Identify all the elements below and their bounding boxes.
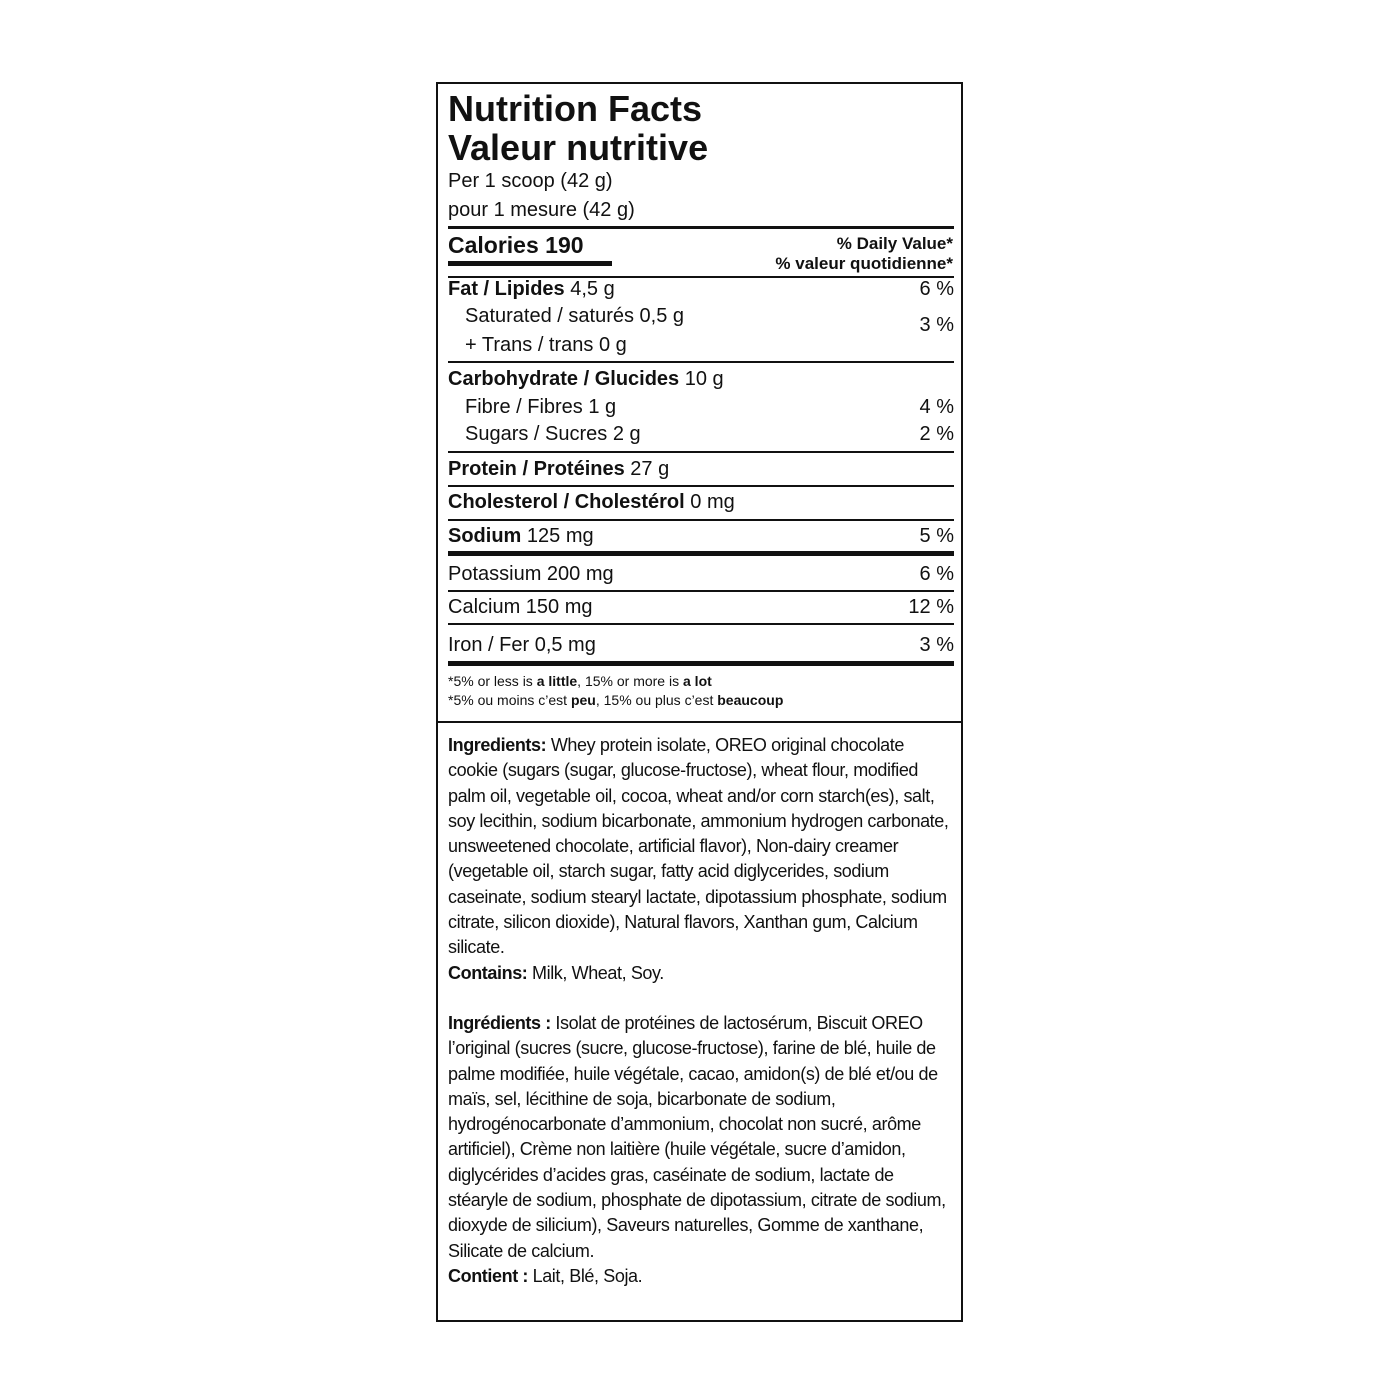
calories: Calories 190 xyxy=(448,232,584,258)
sodium-row xyxy=(448,524,954,548)
title-french: Valeur nutritive xyxy=(448,127,709,168)
potassium-text: Potassium 200 mg xyxy=(448,563,614,585)
serving-rule xyxy=(448,226,954,229)
ingredients-english-text: Whey protein isolate, OREO original chocolate cookie (sugars (sugar, glucose-fructose), wheat flour, modified palm oil, vegetable oil, cocoa, wheat and/or corn starch(es), salt, soy lecithin, sodium bicarbonate, ammonium hydrogen carbonate, unsweetened chocolate, artificial flavor), Non-dairy creamer (vegetable oil, starch sugar, fatty acid diglycerides, sodium caseinate, sodium stearyl lactate, dipotassium phosphate, sodium citrate, silicon dioxide), Natural flavors, Xanthan gum, Calcium silicate. xyxy=(448,735,949,958)
sugars-daily-value: 2 % xyxy=(919,423,954,445)
contains-french-label: Contient : xyxy=(448,1265,528,1286)
contains-french-text: Lait, Blé, Soja. xyxy=(527,1265,643,1286)
footnote-french xyxy=(448,691,783,710)
daily-value-header-french: % valeur quotidienne* xyxy=(775,254,953,273)
trans-row xyxy=(465,333,954,357)
saturated-row xyxy=(465,304,954,328)
footnote-french-peu: peu xyxy=(570,692,596,708)
ingredients-french-label: Ingrédients : xyxy=(448,1013,551,1033)
footnote-french-beaucoup: beaucoup xyxy=(717,692,784,708)
cholesterol-amount: 0 mg xyxy=(690,491,735,513)
fat-daily-value: 6 % xyxy=(919,278,954,300)
footnote-english-text-2: , 15% or more is xyxy=(577,673,683,689)
protein-amount: 27 g xyxy=(630,458,670,480)
iron-thick-rule xyxy=(448,661,954,666)
contains-english-text: Milk, Wheat, Soy. xyxy=(527,962,664,983)
cholesterol-name: Cholesterol / Cholestérol xyxy=(448,491,685,513)
cholesterol-rule xyxy=(448,519,954,521)
footnote-english xyxy=(448,672,712,691)
carbohydrate-rule xyxy=(448,451,954,453)
section-divider xyxy=(438,721,961,723)
fibre-daily-value: 4 % xyxy=(919,396,954,418)
fat-row xyxy=(448,277,954,301)
daily-value-header-english: % Daily Value* xyxy=(836,234,953,253)
protein-row xyxy=(448,457,954,481)
contains-english-label: Contains: xyxy=(448,962,528,983)
fat-amount: 4,5 g xyxy=(570,278,615,300)
footnote-french-text-1: *5% ou moins c’est xyxy=(448,692,571,708)
iron-text: Iron / Fer 0,5 mg xyxy=(448,634,596,656)
cholesterol-row xyxy=(448,490,954,514)
trans-text: + Trans / trans 0 g xyxy=(465,334,627,356)
saturated-trans-daily-value: 3 % xyxy=(919,314,954,336)
protein-name: Protein / Protéines xyxy=(448,458,625,480)
nutrition-label xyxy=(436,82,963,1322)
ingredients-french-text: Isolat de protéines de lactosérum, Biscuit OREO l’original (sucres (sucre, glucose-fructose), farine de blé, huile de palme modifiée, huile végétale, cacao, amidon(s) de blé et/ou de maïs, sel, lécithine de soja, bicarbonate de sodium, hydrogénocarbonate d’ammonium, chocolat non sucré, arôme artificiel), Crème non laitière (huile végétale, sucre d’amidon, diglycérides d’acides gras, caséinate de sodium, lactate de stéaryle de sodium, phosphate de dipotassium, citrate de sodium, dioxyde de silicium), Saveurs naturelles, Gomme de xanthane, Silicate de calcium. xyxy=(448,1013,946,1261)
sodium-amount: 125 mg xyxy=(526,525,594,547)
sugars-row xyxy=(465,422,954,446)
potassium-rule xyxy=(448,590,954,592)
ingredients-french xyxy=(448,1011,958,1289)
protein-rule xyxy=(448,485,954,487)
sodium-name: Sodium xyxy=(448,525,522,547)
fat-rule xyxy=(448,361,954,363)
fat-name: Fat / Lipides xyxy=(448,278,565,300)
carbohydrate-name: Carbohydrate / Glucides xyxy=(448,368,680,390)
fibre-row xyxy=(465,395,954,419)
calories-underline xyxy=(448,261,612,266)
footnote-english-text-1: *5% or less is xyxy=(448,673,537,689)
carbohydrate-amount: 10 g xyxy=(684,368,724,390)
sodium-daily-value: 5 % xyxy=(919,525,954,547)
carbohydrate-row xyxy=(448,367,954,391)
potassium-row xyxy=(448,562,954,586)
ingredients-english-label: Ingredients: xyxy=(448,735,547,755)
calcium-daily-value: 12 % xyxy=(908,596,954,618)
fibre-text: Fibre / Fibres 1 g xyxy=(465,396,617,418)
title-english: Nutrition Facts xyxy=(448,88,703,129)
footnote-english-little: a little xyxy=(536,673,578,689)
calcium-row xyxy=(448,595,954,619)
iron-row xyxy=(448,633,954,657)
iron-daily-value: 3 % xyxy=(919,634,954,656)
sugars-text: Sugars / Sucres 2 g xyxy=(465,423,641,445)
ingredients-english xyxy=(448,733,958,986)
saturated-text: Saturated / saturés 0,5 g xyxy=(465,305,685,327)
footnote-english-lot: a lot xyxy=(683,673,712,689)
calcium-text: Calcium 150 mg xyxy=(448,596,593,618)
footnote-french-text-2: , 15% ou plus c’est xyxy=(595,692,718,708)
potassium-daily-value: 6 % xyxy=(919,563,954,585)
sodium-thick-rule xyxy=(448,551,954,556)
serving-size-english: Per 1 scoop (42 g) xyxy=(448,170,613,192)
calcium-rule xyxy=(448,623,954,625)
serving-size-french: pour 1 mesure (42 g) xyxy=(448,199,635,221)
